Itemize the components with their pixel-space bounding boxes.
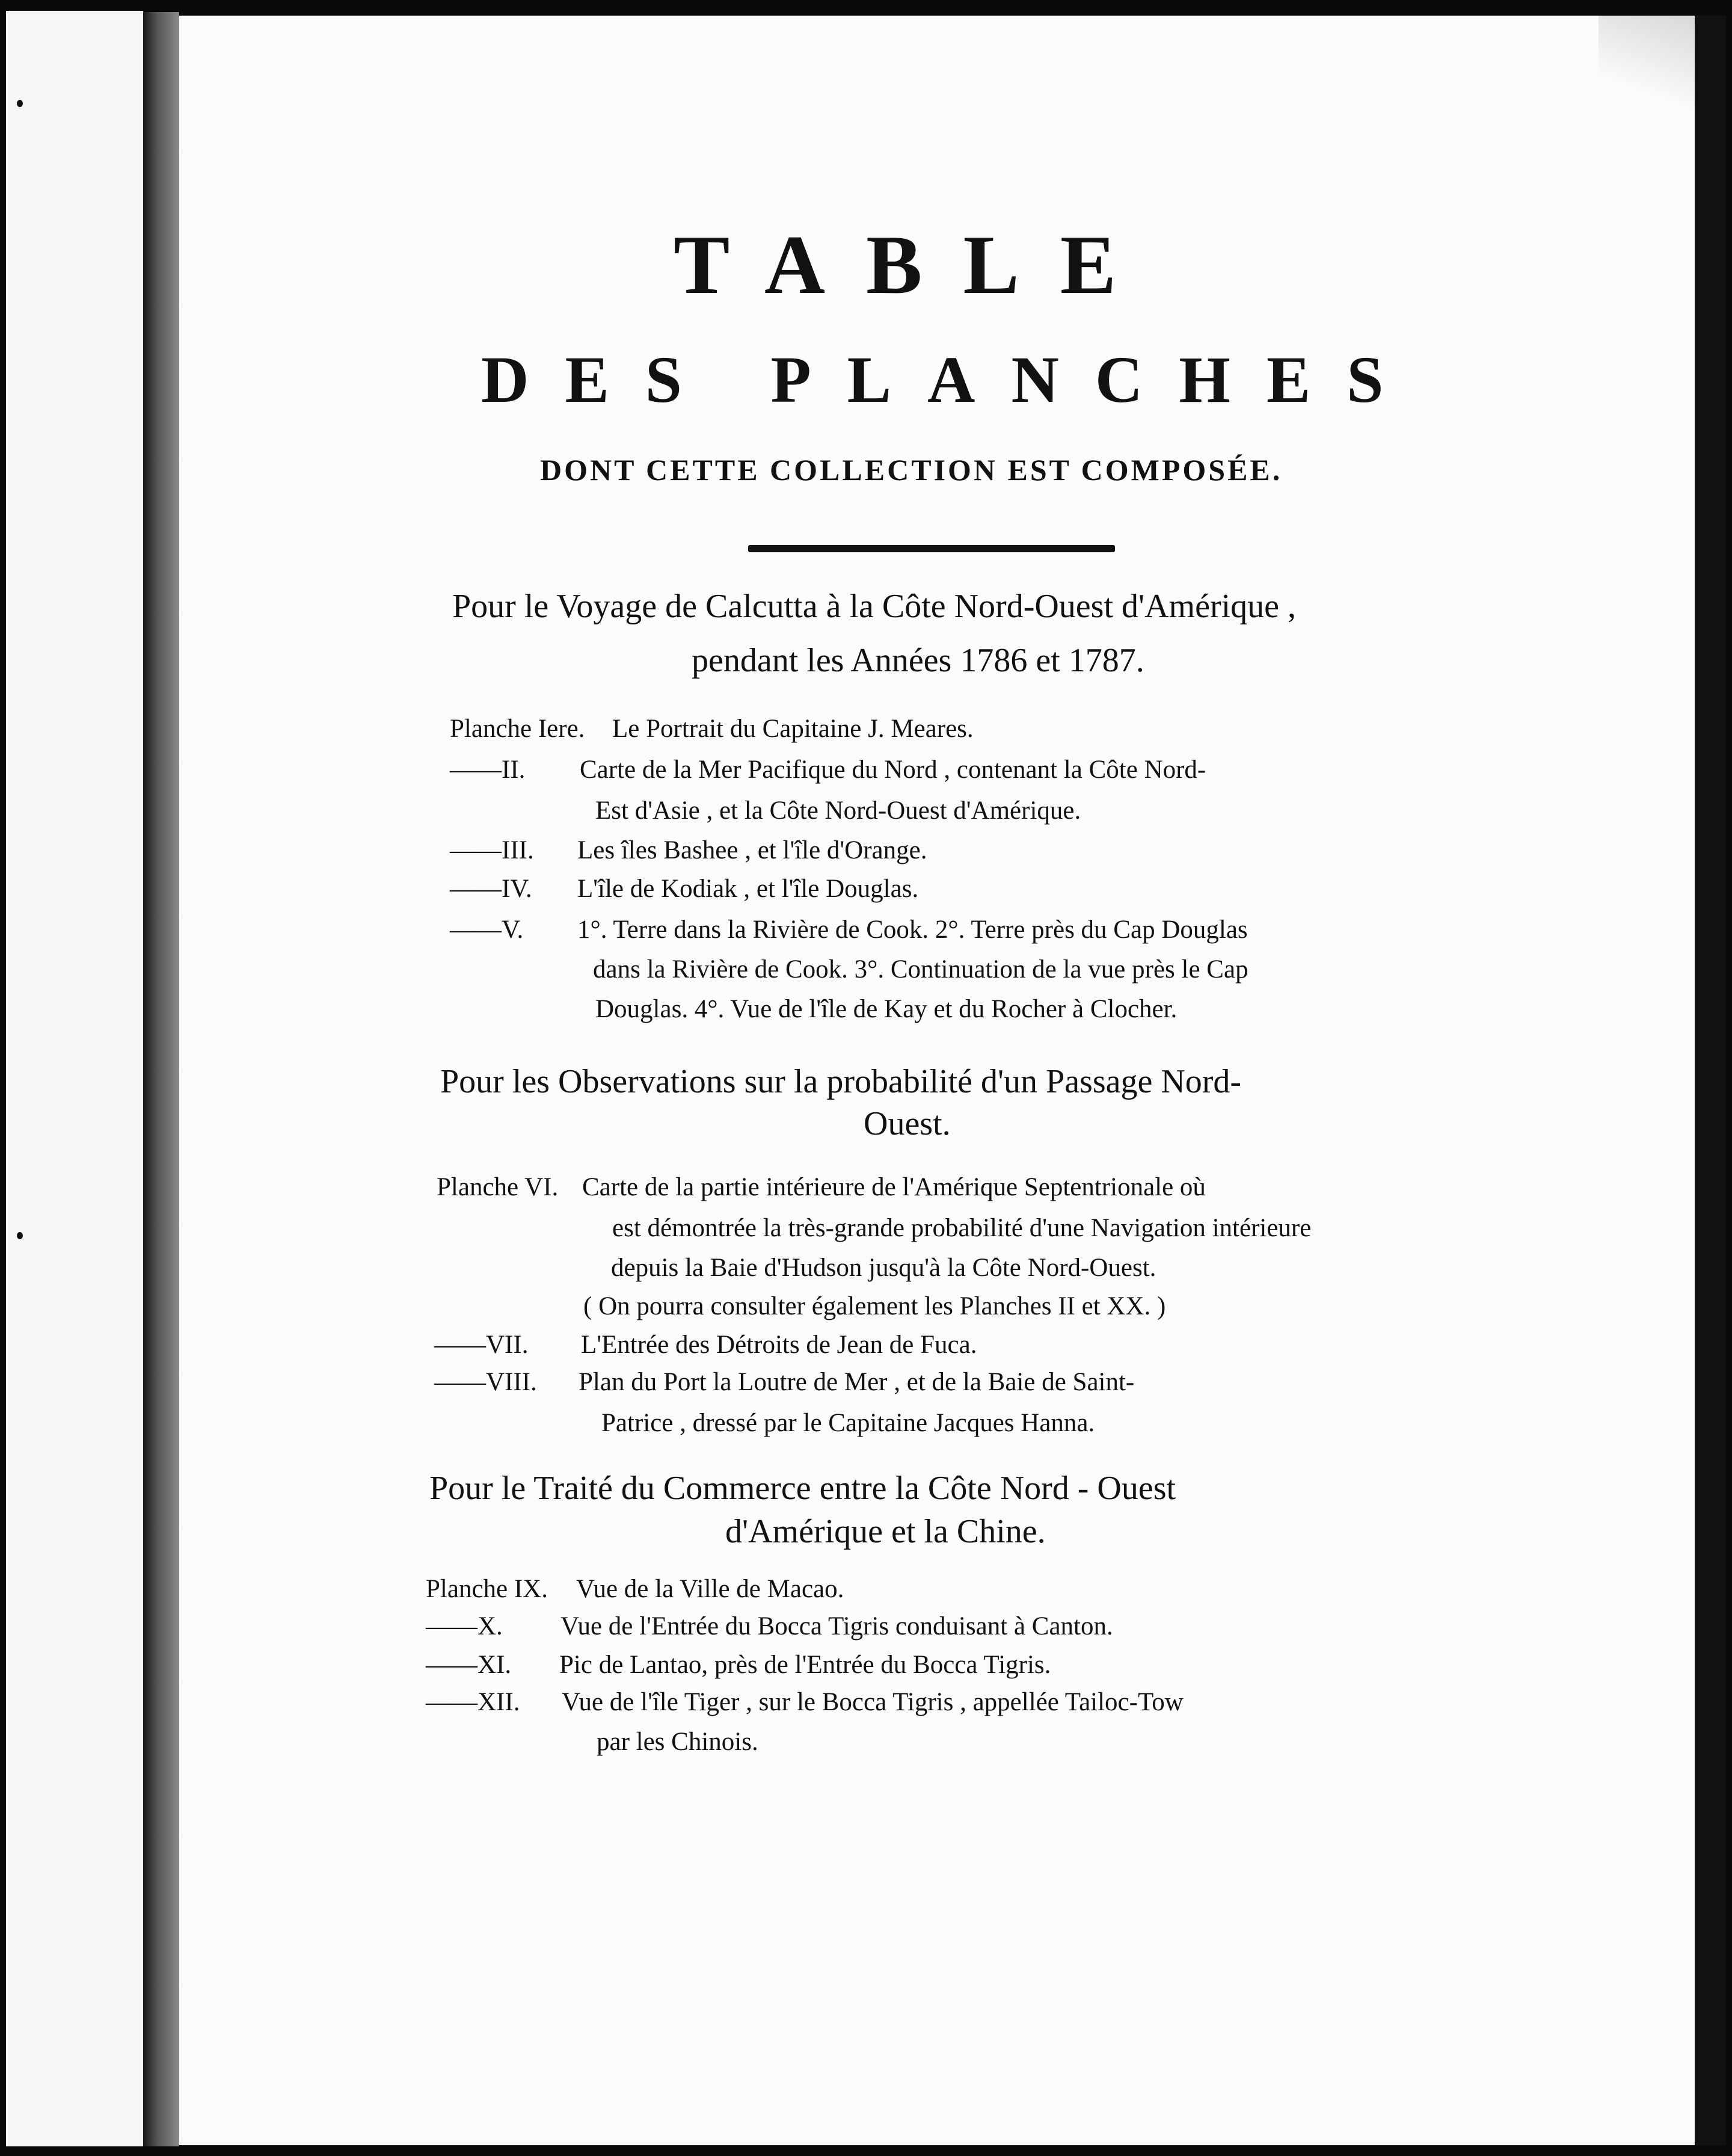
plate-description: Patrice , dressé par le Capitaine Jacques Hanna. (601, 1409, 1095, 1437)
section-heading: Pour les Observations sur la probabilité d'un Passage Nord- (440, 1063, 1242, 1100)
plate-label: ——IV. (450, 875, 532, 903)
plate-label: ——XI. (426, 1651, 512, 1679)
plate-description: Vue de l'île Tiger , sur le Bocca Tigris , appellée Tailoc-Tow (562, 1688, 1184, 1716)
plate-description: Vue de l'Entrée du Bocca Tigris conduisant à Canton. (560, 1612, 1113, 1640)
page-subtitle: DES PLANCHES (481, 343, 1420, 416)
plate-description: L'Entrée des Détroits de Jean de Fuca. (581, 1331, 977, 1359)
plate-label: ——XII. (426, 1688, 520, 1716)
plate-description: par les Chinois. (597, 1728, 758, 1756)
plate-label: ——II. (450, 756, 526, 784)
plate-description: dans la Rivière de Cook. 3°. Continuation de la vue près le Cap (593, 955, 1248, 984)
plate-description: Pic de Lantao, près de l'Entrée du Bocca Tigris. (559, 1651, 1051, 1679)
plate-description: depuis la Baie d'Hudson jusqu'à la Côte Nord-Ouest. (611, 1254, 1156, 1282)
section-heading: Pour le Traité du Commerce entre la Côte Nord - Ouest (429, 1470, 1176, 1507)
title-rule (748, 545, 1115, 552)
plate-label: Planche IX. (426, 1575, 548, 1603)
scan-edge (1695, 16, 1726, 2145)
plate-label: ——III. (450, 836, 534, 864)
plate-description: L'île de Kodiak , et l'île Douglas. (577, 875, 919, 903)
plate-label: ——V. (450, 916, 524, 944)
section-heading: Pour le Voyage de Calcutta à la Côte Nord-Ouest d'Amérique , (452, 588, 1297, 625)
section-heading: d'Amérique et la Chine. (725, 1513, 1046, 1550)
plate-label: Planche Iere. (450, 715, 585, 743)
plate-description: Le Portrait du Capitaine J. Meares. (612, 715, 974, 743)
book-gutter (143, 12, 179, 2146)
ink-mark (17, 1232, 23, 1239)
plate-description: Carte de la partie intérieure de l'Amérique Septentrionale où (582, 1173, 1206, 1201)
plate-label: ——VII. (434, 1331, 529, 1359)
plate-label: Planche VI. (437, 1173, 559, 1201)
section-heading: pendant les Années 1786 et 1787. (692, 642, 1144, 679)
plate-description: est démontrée la très-grande probabilité d'une Navigation intérieure (612, 1214, 1312, 1242)
plate-description: Carte de la Mer Pacifique du Nord , contenant la Côte Nord- (580, 756, 1206, 784)
plate-description: Plan du Port la Loutre de Mer , et de la Baie de Saint- (579, 1368, 1135, 1396)
plate-note: ( On pourra consulter également les Planches II et XX. ) (583, 1292, 1166, 1320)
facing-page-edge (6, 11, 144, 2146)
plate-description: Vue de la Ville de Macao. (576, 1575, 844, 1603)
page-title: TABLE (674, 218, 1158, 312)
page-corner-fold (1598, 16, 1695, 118)
plate-description: Est d'Asie , et la Côte Nord-Ouest d'Amérique. (595, 796, 1081, 825)
plate-label: ——VIII. (434, 1368, 537, 1396)
section-heading: Ouest. (864, 1105, 951, 1142)
plate-description: Les îles Bashee , et l'île d'Orange. (577, 836, 927, 864)
plate-description: Douglas. 4°. Vue de l'île de Kay et du Rocher à Clocher. (595, 995, 1178, 1023)
ink-mark (17, 100, 23, 107)
page-subtitle-line: DONT CETTE COLLECTION EST COMPOSÉE. (540, 453, 1283, 487)
plate-label: ——X. (426, 1612, 503, 1640)
plate-description: 1°. Terre dans la Rivière de Cook. 2°. Terre près du Cap Douglas (577, 916, 1248, 944)
